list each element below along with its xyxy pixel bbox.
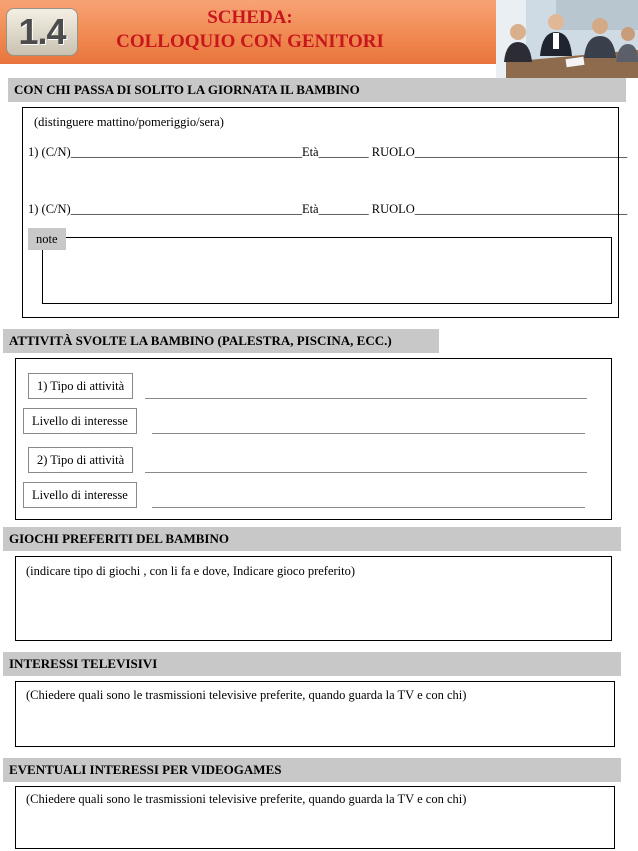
business-meeting-photo [496,0,638,78]
section-bar-activities: ATTIVITÀ SVOLTE LA BAMBINO (PALESTRA, PISCINA, ECC.) [3,329,439,353]
activity-type-line-2[interactable] [145,472,587,473]
badge-number: 1.4 [18,11,66,52]
interest-level-label-1: Livello di interesse [23,408,137,434]
videogames-hint: (Chiedere quali sono le trasmissioni televisive preferite, quando guarda la TV e con chi) [26,792,467,806]
interest-level-line-1[interactable] [152,433,585,434]
title-line-2: COLLOQUIO CON GENITORI [116,31,384,52]
person-row-2[interactable]: 1) (C/N)_____________________________________Età________ RUOLO__________________________________ [28,202,628,216]
activity-type-line-1[interactable] [145,398,587,399]
meeting-illustration-icon [496,0,638,78]
notes-label: note [28,228,66,250]
tv-interests-hint: (Chiedere quali sono le trasmissioni televisive preferite, quando guarda la TV e con chi) [26,688,467,702]
section-bar-tv-interests: INTERESSI TELEVISIVI [3,652,621,676]
person-row-1[interactable]: 1) (C/N)_____________________________________Età________ RUOLO__________________________________ [28,145,628,159]
title-line-1: SCHEDA: [207,7,293,28]
section-bar-daily-company: CON CHI PASSA DI SOLITO LA GIORNATA IL BAMBINO [8,78,626,102]
daily-company-hint: (distinguere mattino/pomeriggio/sera) [34,115,224,129]
favorite-games-hint: (indicare tipo di giochi , con li fa e dove, Indicare gioco preferito) [26,564,356,578]
activity-type-label-2: 2) Tipo di attività [28,447,133,473]
section-number-badge [6,8,78,56]
notes-field[interactable] [42,237,612,304]
header-banner [0,0,500,64]
page-title [100,6,400,54]
interest-level-line-2[interactable] [152,507,585,508]
section-bar-favorite-games: GIOCHI PREFERITI DEL BAMBINO [3,527,621,551]
activity-type-label-1: 1) Tipo di attività [28,373,133,399]
interest-level-label-2: Livello di interesse [23,482,137,508]
section-bar-videogames: EVENTUALI INTERESSI PER VIDEOGAMES [3,758,621,782]
